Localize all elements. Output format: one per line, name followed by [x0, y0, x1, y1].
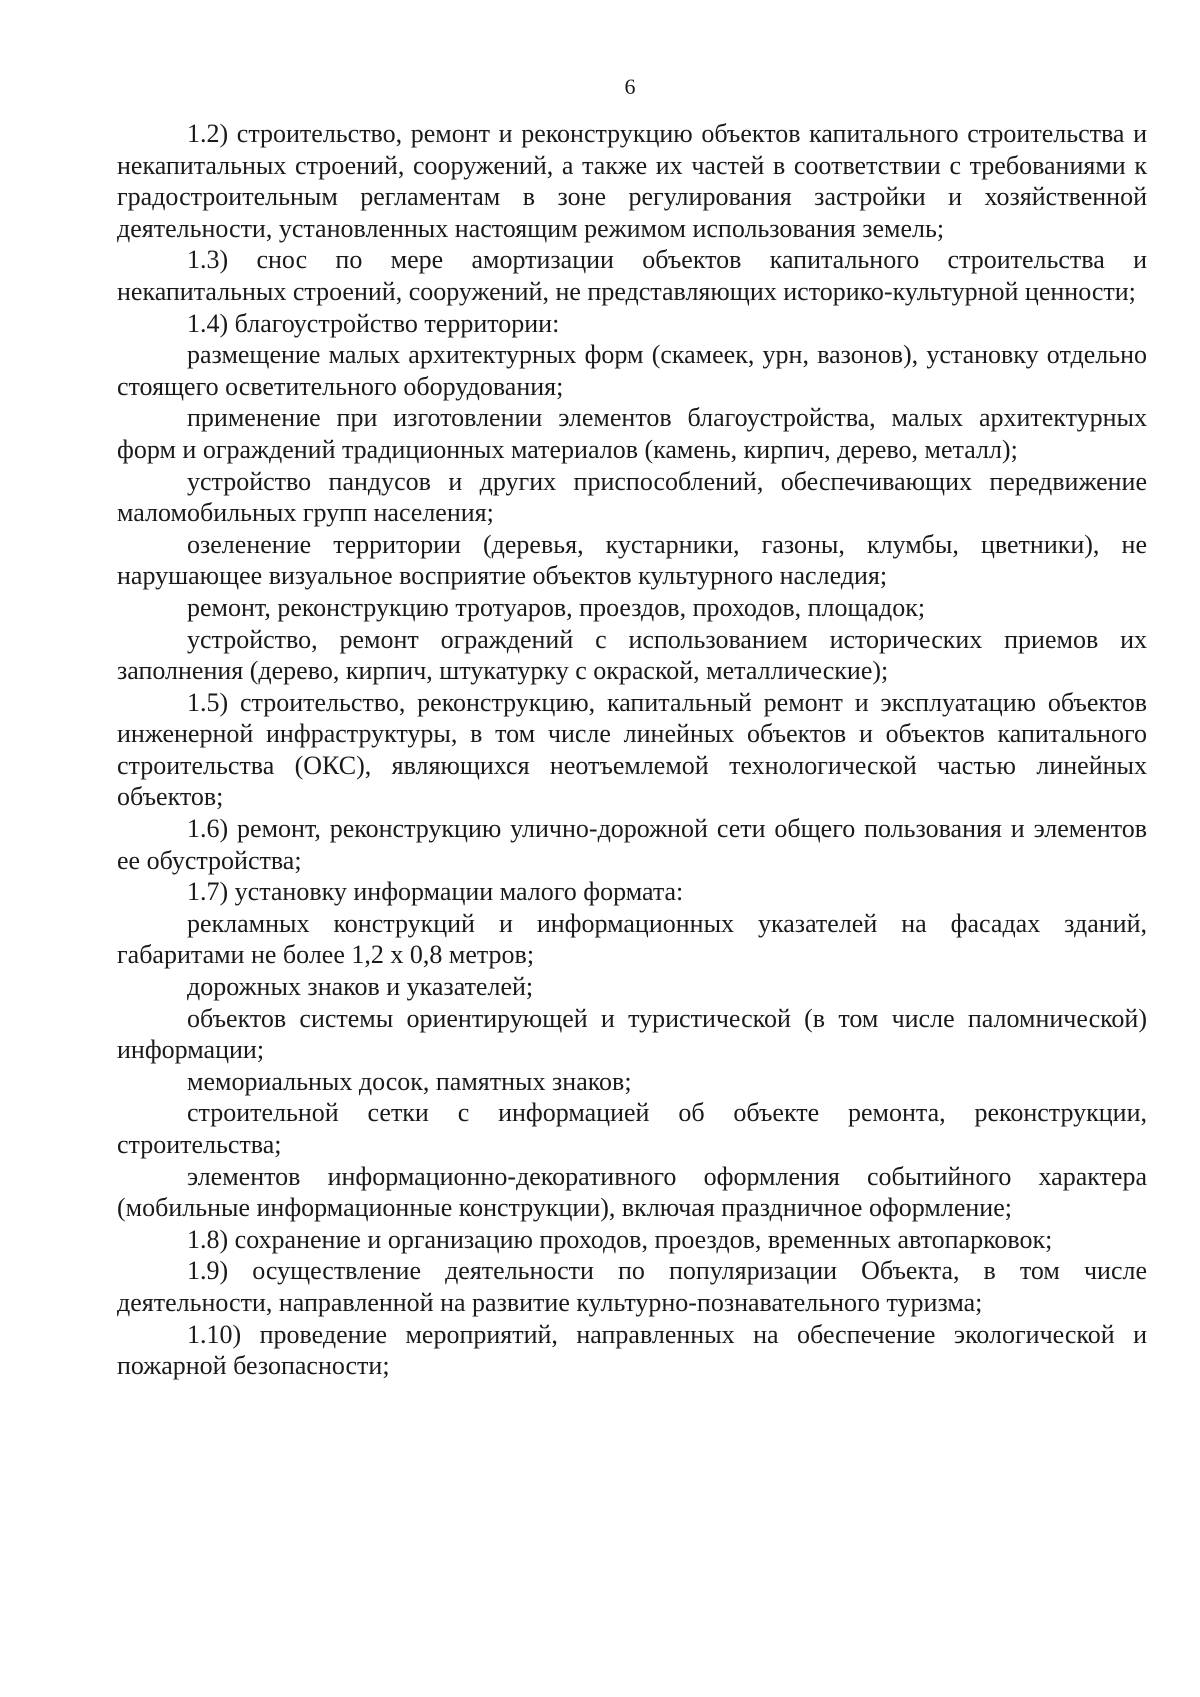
list-item: дорожных знаков и указателей; — [187, 972, 534, 1002]
paragraph-1-5: 1.5) строительство, реконструкцию, капитальный ремонт и эксплуатацию объектов инженерной инфраструктуры, в том числе линейных объектов и объектов капитального строительства (ОКС), являющихся неотъемлемой технологической частью линейных объектов; — [117, 687, 1147, 812]
list-item: устройство, ремонт ограждений с использованием исторических приемов их заполнения (дерево, кирпич, штукатурку с окраской, металлические); — [117, 624, 1147, 686]
paragraph-1-6: 1.6) ремонт, реконструкцию улично-дорожной сети общего пользования и элементов ее обустройства; — [117, 814, 1147, 875]
paragraph-1-4: 1.4) благоустройство территории: — [187, 308, 560, 338]
list-item: строительной сетки с информацией об объекте ремонта, реконструкции, строительства; — [117, 1098, 1147, 1159]
paragraph-1-2: 1.2) строительство, ремонт и реконструкцию объектов капитального строительства и некапитальных строений, сооружений, а также их частей в соответствии с требованиями к градостроительным регламентам в зоне регулирования застройки и хозяйственной деятельности, установленных настоящим режимом использования земель; — [117, 119, 1147, 243]
list-item: устройство пандусов и других приспособлений, обеспечивающих передвижение маломобильных групп населения; — [117, 466, 1147, 528]
list-item: рекламных конструкций и информационных указателей на фасадах зданий, габаритами не более 1,2 х 0,8 метров; — [117, 908, 1147, 970]
document-body — [117, 118, 1147, 1382]
list-item: мемориальных досок, памятных знаков; — [187, 1066, 632, 1096]
paragraph-1-3: 1.3) снос по мере амортизации объектов капитального строительства и некапитальных строений, сооружений, не представляющих историко-культурной ценности; — [117, 245, 1147, 306]
list-item: ремонт, реконструкцию тротуаров, проездов, проходов, площадок; — [187, 592, 926, 622]
paragraph-1-7: 1.7) установку информации малого формата: — [187, 877, 684, 907]
paragraph-1-8: 1.8) сохранение и организацию проходов, проездов, временных автопарковок; — [187, 1224, 1053, 1254]
list-item: объектов системы ориентирующей и туристической (в том числе паломнической) информации; — [117, 1003, 1147, 1065]
list-item: применение при изготовлении элементов благоустройства, малых архитектурных форм и ограждений традиционных материалов (камень, кирпич, дерево, металл); — [117, 403, 1147, 464]
paragraph-1-9: 1.9) осуществление деятельности по популяризации Объекта, в том числе деятельности, направленной на развитие культурно-познавательного туризма; — [117, 1256, 1147, 1317]
list-item: элементов информационно-декоративного оформления событийного характера (мобильные информационные конструкции), включая праздничное оформление; — [117, 1161, 1147, 1223]
list-item: размещение малых архитектурных форм (скамеек, урн, вазонов), установку отдельно стоящего осветительного оборудования; — [117, 340, 1147, 401]
paragraph-1-10: 1.10) проведение мероприятий, направленных на обеспечение экологической и пожарной безопасности; — [117, 1319, 1147, 1381]
page-number: 6 — [624, 74, 636, 99]
list-item: озеленение территории (деревья, кустарники, газоны, клумбы, цветники), не нарушающее визуальное восприятие объектов культурного наследия; — [117, 529, 1147, 591]
